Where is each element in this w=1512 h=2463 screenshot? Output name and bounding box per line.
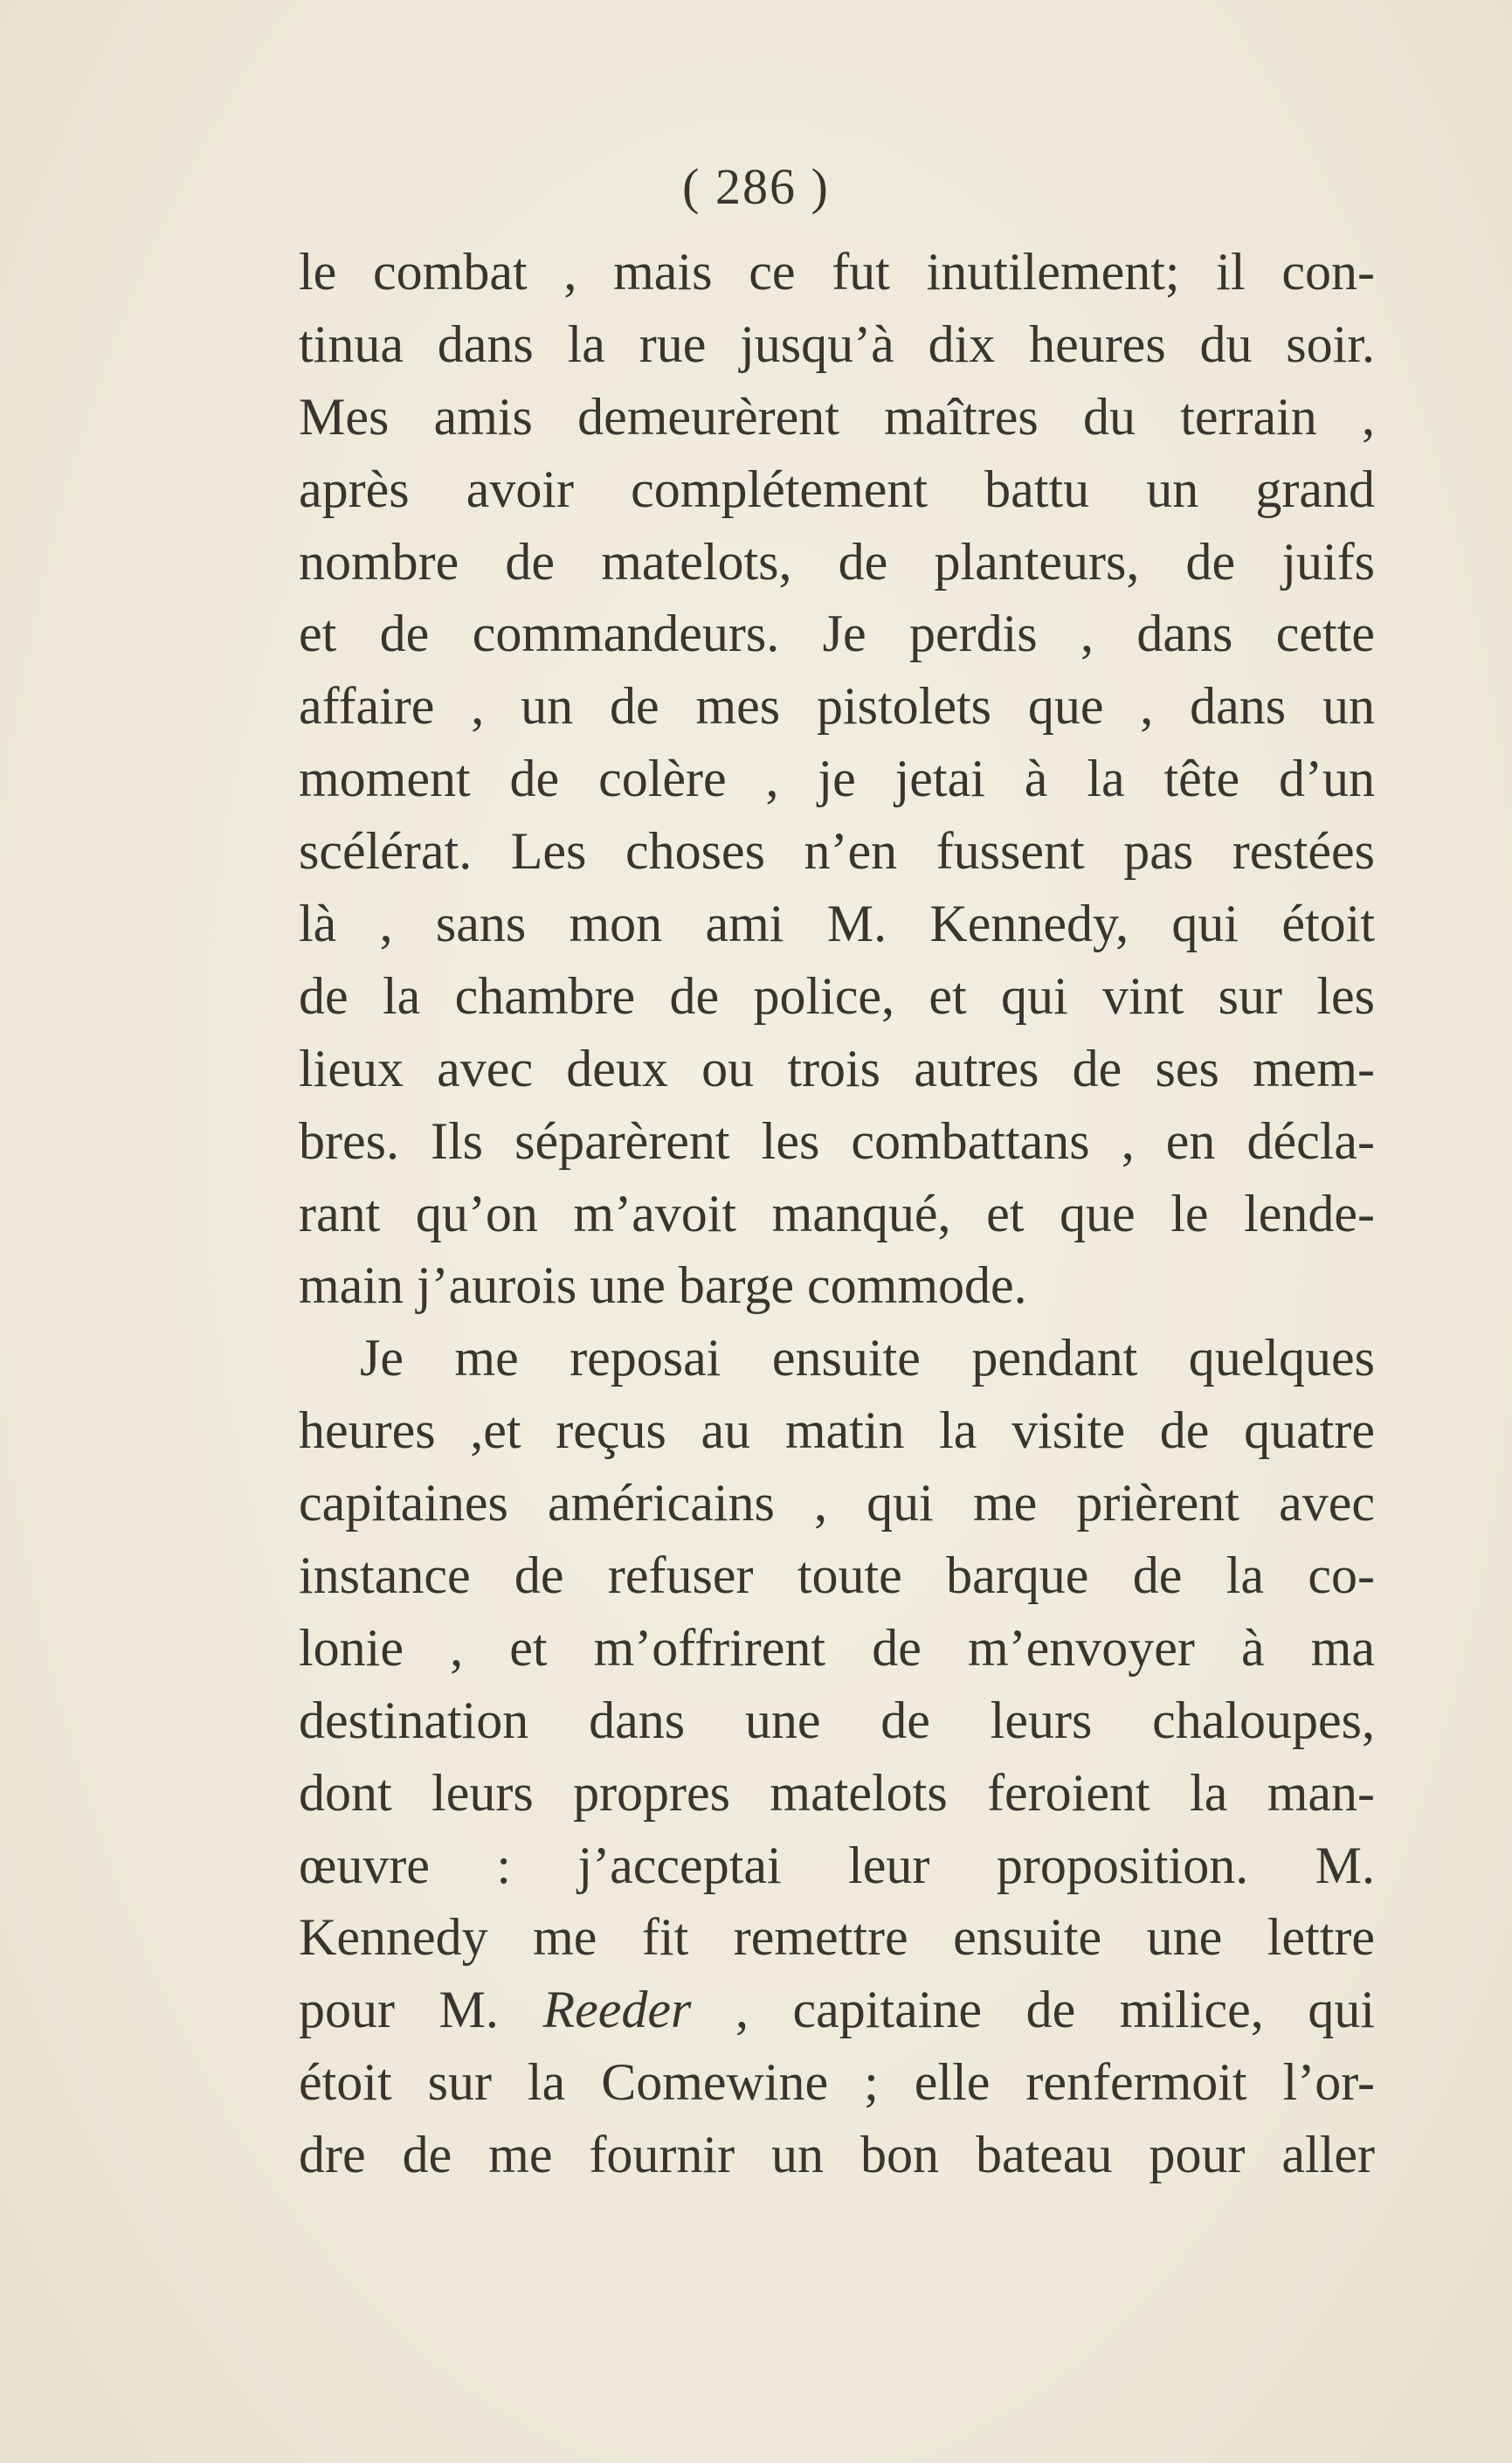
text-line: dont leurs propres matelots feroient la man- [299,1763,1375,1822]
text-line: dre de me fournir un bon bateau pour aller [299,2126,1375,2184]
text-line: le combat , mais ce fut inutilement; il con- [299,243,1375,301]
text-line: tinua dans la rue jusqu’à dix heures du soir. [299,315,1375,373]
text-line: et de commandeurs. Je perdis , dans cette [299,605,1375,663]
paragraph-2 [299,1322,1375,2191]
italic-name: Reeder [542,1981,692,2039]
text-line [299,1974,1375,2046]
text-line: scélérat. Les choses n’en fussent pas restées [299,822,1375,881]
text-line: œuvre : j’acceptai leur proposition. M. [299,1836,1375,1894]
text-line: destination dans une de leurs chaloupes, [299,1691,1375,1749]
text-line: main j’aurois une barge commode. [299,1256,1027,1315]
text-segment: pour M. [299,1981,543,2039]
page-number: ( 286 ) [682,158,830,215]
text-line: affaire , un de mes pistolets que , dans un [299,677,1375,736]
text-line: rant qu’on m’avoit manqué, et que le lende- [299,1184,1375,1242]
text-line: lieux avec deux ou trois autres de ses mem- [299,1039,1375,1097]
text-line: heures ,et reçus au matin la visite de quatre [299,1401,1375,1460]
text-line: nombre de matelots, de planteurs, de juifs [299,532,1375,591]
text-segment: , capitaine de milice, qui [691,1981,1375,2039]
paragraph-1 [299,236,1375,1322]
text-line: étoit sur la Comewine ; elle renfermoit l’or- [299,2053,1375,2112]
text-line: là , sans mon ami M. Kennedy, qui étoit [299,895,1375,953]
text-line: bres. Ils séparèrent les combattans , en décla- [299,1111,1375,1170]
text-line: Mes amis demeurèrent maîtres du terrain , [299,387,1375,446]
text-line: de la chambre de police, et qui vint sur les [299,966,1375,1025]
text-line: instance de refuser toute barque de la co- [299,1546,1375,1605]
text-line: après avoir complétement battu un grand [299,460,1375,518]
text-line: lonie , et m’offrirent de m’envoyer à ma [299,1618,1375,1677]
text-line: capitaines américains , qui me prièrent avec [299,1474,1375,1532]
text-line: moment de colère , je jetai à la tête d’un [299,750,1375,808]
text-line: Kennedy me fit remettre ensuite une lettre [299,1908,1375,1967]
body-text [299,236,1375,2191]
text-line: Je me reposai ensuite pendant quelques [360,1329,1375,1387]
